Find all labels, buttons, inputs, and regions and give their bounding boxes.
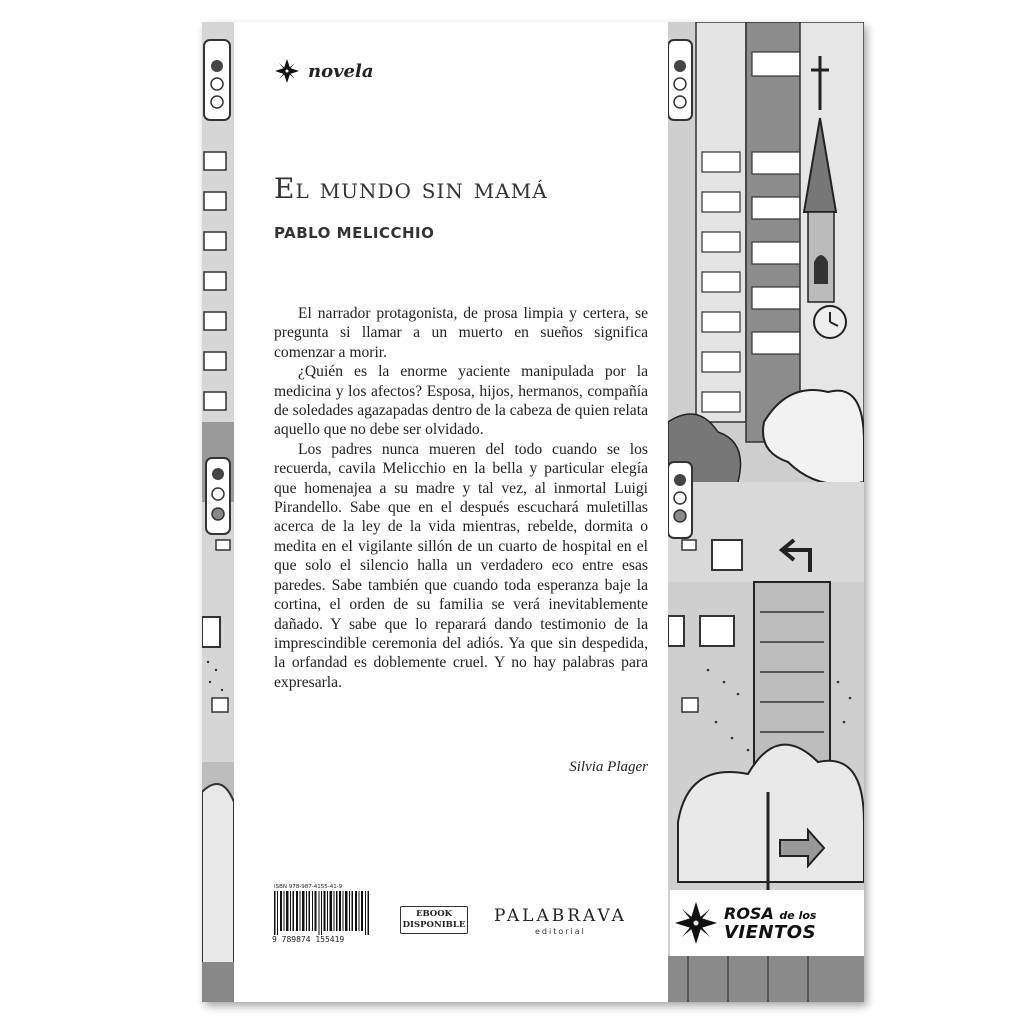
- imprint-logo: [670, 890, 864, 956]
- blurb-paragraph: El narrador protagonista, de prosa limpia y certera, se pregunta si llamar a un muerto en sueños significa comenzar a morir.: [274, 305, 648, 361]
- city-illustration-right: [668, 22, 864, 1002]
- blurb-paragraph: Los padres nunca mueren del todo cuando se los recuerda, cavila Melicchio en la bella y particular elegía que homenajea a su madre y tal vez, al inmortal Luigi Pirandello. Sabe que en el después escuchará muletillas acerca de la ley de la vida mientras, rebelde, dormita o medita en el vigilante sillón de un cuarto de hospital en el que solo el silencio halla un verdadero eco entre esas paredes. Sabe también que cuando toda esperanza baje la cortina, el orden de su familia se verá inevitablemente dañado. Y sabe que lo reparará dando testimonio de la imprescindible ceremonia del adiós. Ya que sin despedida, la orfandad es doblemente cruel. Y no hay palabras para expresarla.: [274, 440, 648, 691]
- imprint-name-part: ROSA: [724, 904, 774, 923]
- publisher-name: PALABRAVA: [494, 906, 627, 926]
- book-back-cover: [202, 22, 864, 1002]
- imprint-name-part: VIENTOS: [724, 922, 817, 943]
- ebook-line2: DISPONIBLE: [402, 920, 466, 930]
- series-label: [274, 58, 374, 84]
- city-illustration-left: [202, 22, 234, 1002]
- publisher-subtitle: editorial: [534, 927, 586, 936]
- ebook-badge: [400, 906, 468, 934]
- imprint-name: [724, 905, 816, 941]
- blurb: [274, 304, 648, 692]
- blurb-paragraph: ¿Quién es la enorme yaciente manipulada por la medicina y los afectos? Esposa, hijos, hermanos, compañía de soledades agazapadas dentro de la cabeza de quien relata aquello que no debe ser olvidado.: [274, 363, 648, 439]
- blurb-signature: Silvia Plager: [569, 759, 648, 775]
- barcode-digits: 9 789874 155419: [272, 935, 345, 944]
- compass-star-icon: [674, 901, 718, 945]
- compass-star-icon: [274, 58, 300, 84]
- imprint-name-part: de los: [779, 909, 817, 922]
- ebook-line1: EBOOK: [415, 909, 453, 919]
- publisher-logo: [494, 906, 627, 936]
- book-author: PABLO MELICCHIO: [274, 224, 435, 242]
- book-title: El mundo sin mamá: [274, 172, 548, 205]
- isbn-label: ISBN 978-987-4155-41-9: [274, 884, 343, 890]
- series-name: novela: [308, 60, 374, 82]
- barcode-icon: [274, 891, 371, 935]
